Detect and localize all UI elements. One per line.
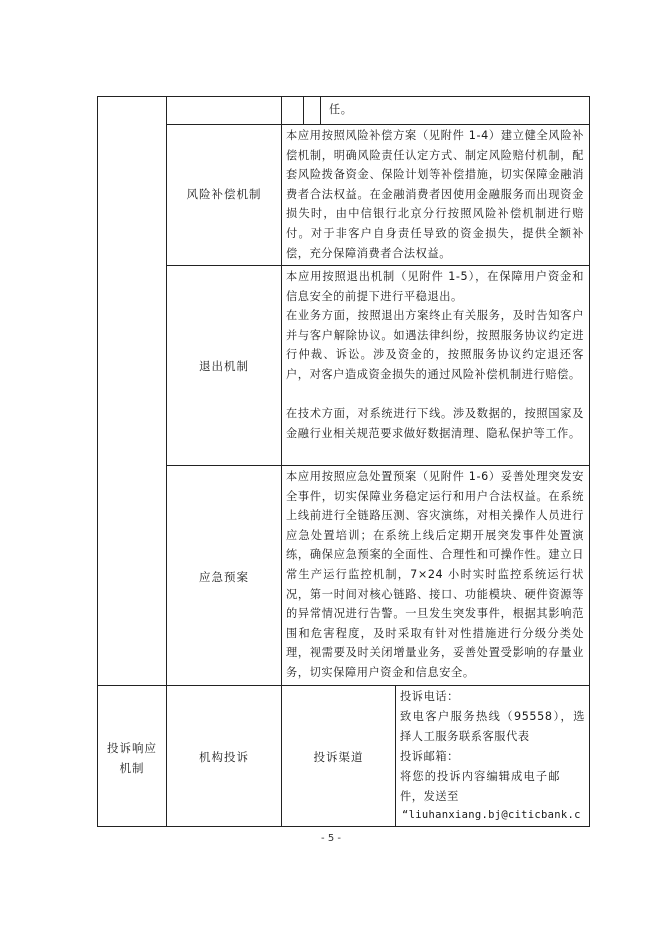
complaint-phone-title: 投诉电话： <box>400 690 459 703</box>
complaint-mail-text: 将您的投诉内容编辑成电子邮件，发送至 <box>400 770 560 803</box>
row-divider-complaint <box>97 685 590 686</box>
row-divider-emergency <box>166 465 590 466</box>
institution-complaint-label: 机构投诉 <box>199 750 249 764</box>
complaint-phone-text: 致电客户服务热线（95558），选择人工服务联系客服代表 <box>400 710 585 743</box>
complaint-section-label <box>98 738 166 778</box>
page-number: - 5 - <box>321 833 341 844</box>
exit-mechanism-p2: 在业务方面，按照退出方案终止有关服务，及时告知客户并与客户解除协议。如遇法律纠纷，按照服务协议约定进行仲裁、诉讼。涉及资金的，按照服务协议约定退还客户，对客户造成资金损失的通过风险补偿机制进行赔偿。 <box>286 309 584 381</box>
table-left-border <box>97 96 98 827</box>
table-right-border <box>589 96 590 827</box>
complaint-mail-address[interactable]: “liuhanxiang.bj@citicbank.c <box>402 809 581 821</box>
exit-mechanism-label: 退出机制 <box>199 359 249 373</box>
col-divider-label <box>166 96 167 827</box>
complaint-section-text: 投诉响应机制 <box>107 741 157 775</box>
emergency-plan-text: 本应用按照应急处置预案（见附件 1-6）妥善处理突发安全事件，切实保障业务稳定运行和用户合法权益。在系统上线前进行全链路压测、容灾演练，对相关操作人员进行应急处置培训；在系统上线后定期开展突发事件处置演练，确保应急预案的全面性、合理性和可操作性。建立日常生产运行监控机制，7×24 小时实时监控系统运行状况，第一时间对核心链路、接口、功能模块、硬件资源等的异常情况进行告警。一旦发生突发事件，根据其影响范围和危害程度，及时采取有针对性措施进行分级分类处理，视需要及时关闭增量业务，妥善处置受影响的存量业务，切实保障用户资金和信息安全。 <box>286 470 584 679</box>
row-divider-risk <box>166 124 590 125</box>
col-divider-content <box>281 96 282 827</box>
table-top-border <box>97 96 590 97</box>
complaint-mail-title: 投诉邮箱： <box>400 750 459 763</box>
risk-compensation-text: 本应用按照风险补偿方案（见附件 1-4）建立健全风险补偿机制，明确风险责任认定方式、制定风险赔付机制，配套风险拨备资金、保险计划等补偿措施，切实保障金融消费者合法权益。在金融消费者因使用金融服务而出现资金损失时，由中信银行北京分行按照风险补偿机制进行赔付。对于非客户自身责任导致的资金损失，提供全额补偿，充分保障消费者合法权益。 <box>286 129 584 260</box>
row-divider-exit <box>166 265 590 266</box>
col-divider-sub-b <box>320 96 321 125</box>
emergency-plan-label: 应急预案 <box>199 570 249 584</box>
col-divider-sub-c <box>395 685 396 827</box>
col-divider-sub-a <box>303 96 304 125</box>
table-bottom-border <box>97 826 590 827</box>
exit-mechanism-p3: 在技术方面，对系统进行下线。涉及数据的，按照国家及金融行业相关规范要求做好数据清理、隐私保护等工作。 <box>286 407 584 440</box>
complaint-channel-label: 投诉渠道 <box>313 750 364 764</box>
exit-mechanism-p1: 本应用按照退出机制（见附件 1-5），在保障用户资金和信息安全的前提下进行平稳退出。 <box>286 270 584 303</box>
risk-compensation-label: 风险补偿机制 <box>186 187 262 201</box>
continuation-text: 任。 <box>329 103 353 116</box>
